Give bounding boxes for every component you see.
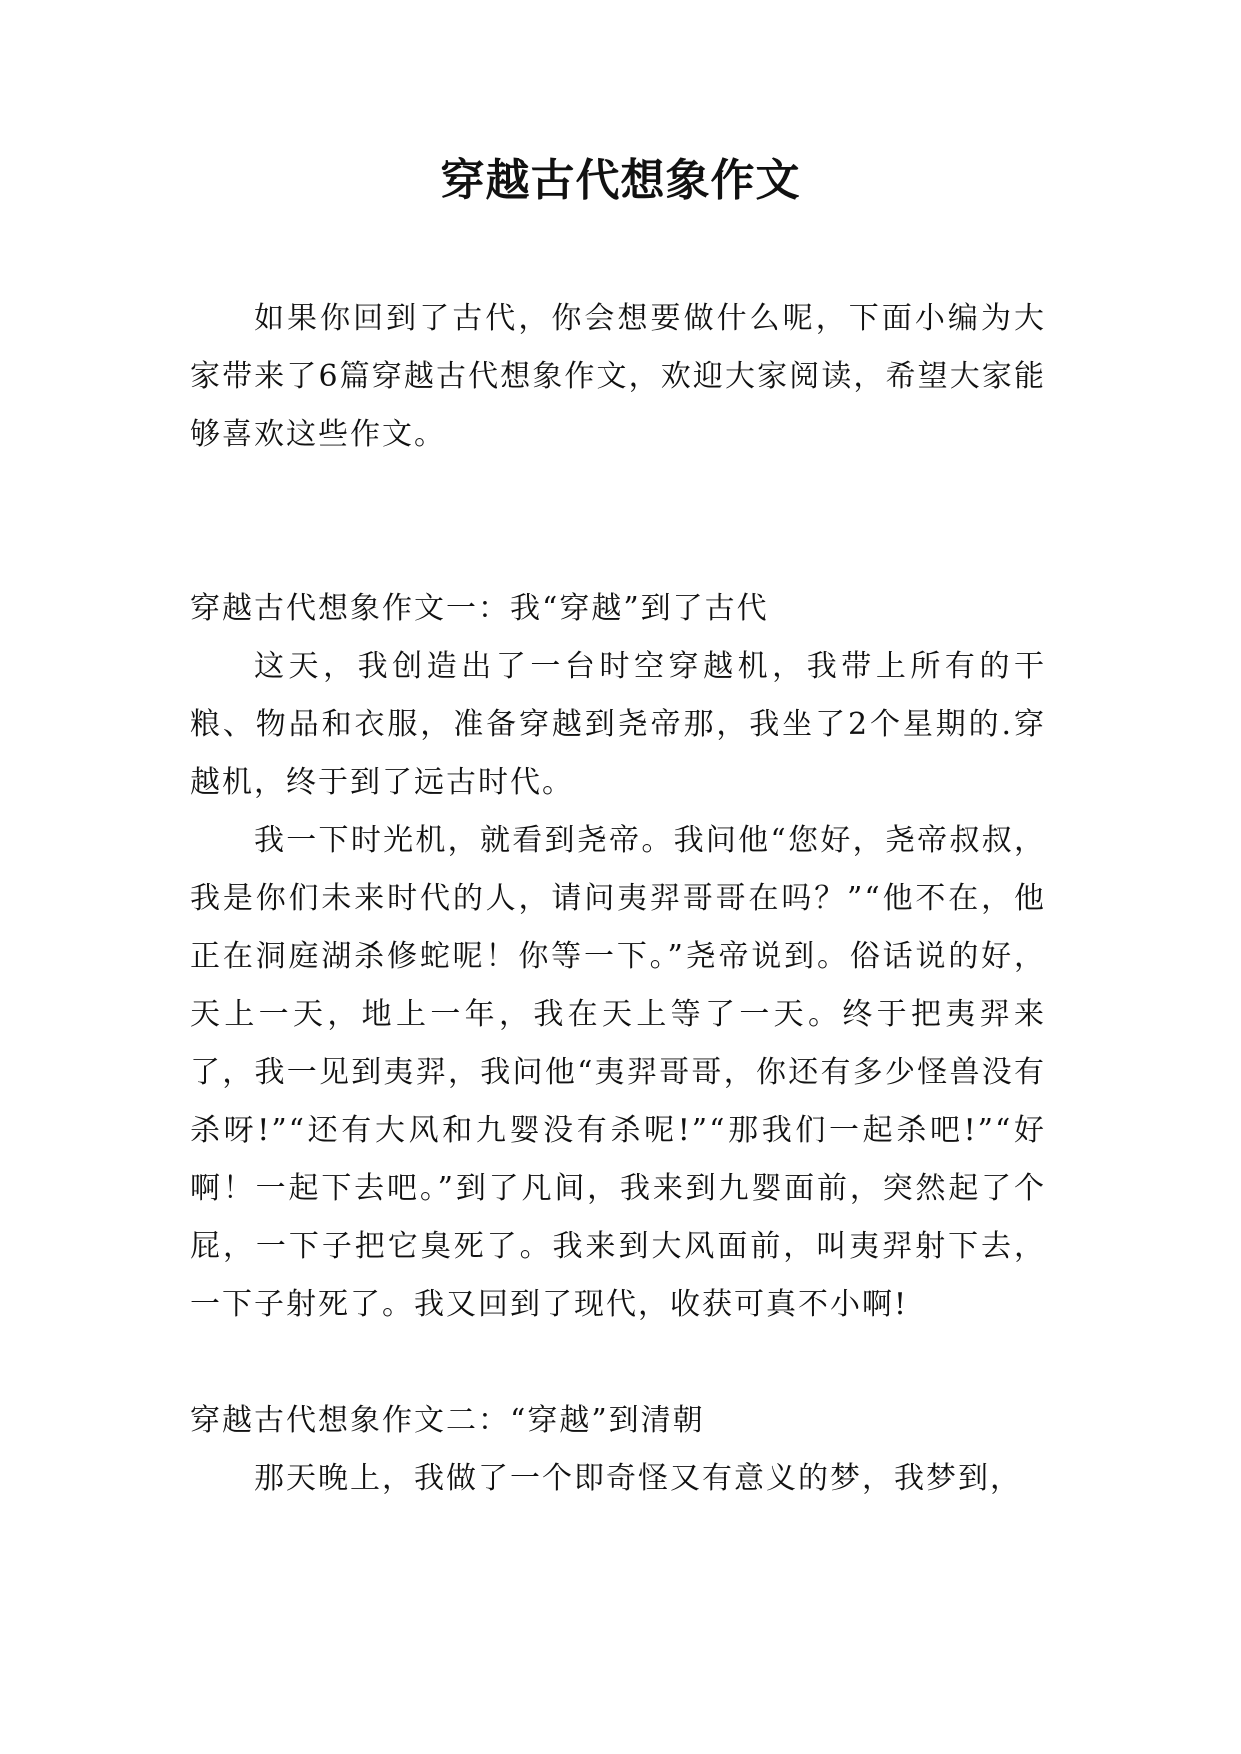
essay-1-paragraph-1: 这天，我创造出了一台时空穿越机，我带上所有的干粮、物品和衣服，准备穿越到尧帝那，我坐了2个星期的.穿越机，终于到了远古时代。 <box>190 649 1046 800</box>
intro-paragraph: 如果你回到了古代，你会想要做什么呢，下面小编为大家带来了6篇穿越古代想象作文，欢迎大家阅读，希望大家能够喜欢这些作文。 <box>190 301 1046 452</box>
essay-1-paragraph-2: 我一下时光机，就看到尧帝。我问他“您好，尧帝叔叔，我是你们未来时代的人，请问夷羿哥哥在吗？”“他不在，他正在洞庭湖杀修蛇呢！你等一下。”尧帝说到。俗话说的好，天上一天，地上一年，我在天上等了一天。终于把夷羿来了，我一见到夷羿，我问他“夷羿哥哥，你还有多少怪兽没有杀呀!”“还有大风和九婴没有杀呢!”“那我们一起杀吧!”“好啊！一起下去吧。”到了凡间，我来到九婴面前，突然起了个屁，一下子把它臭死了。我来到大风面前，叫夷羿射下去，一下子射死了。我又回到了现代，收获可真不小啊! <box>190 823 1046 1322</box>
document-body <box>190 290 1046 1508</box>
document-title: 穿越古代想象作文 <box>440 155 801 206</box>
essay-2-heading: 穿越古代想象作文二：“穿越”到清朝 <box>190 1403 705 1438</box>
essay-1-heading: 穿越古代想象作文一：我“穿越”到了古代 <box>190 591 769 626</box>
essay-2-paragraph-1: 那天晚上，我做了一个即奇怪又有意义的梦，我梦到， <box>254 1461 1022 1496</box>
